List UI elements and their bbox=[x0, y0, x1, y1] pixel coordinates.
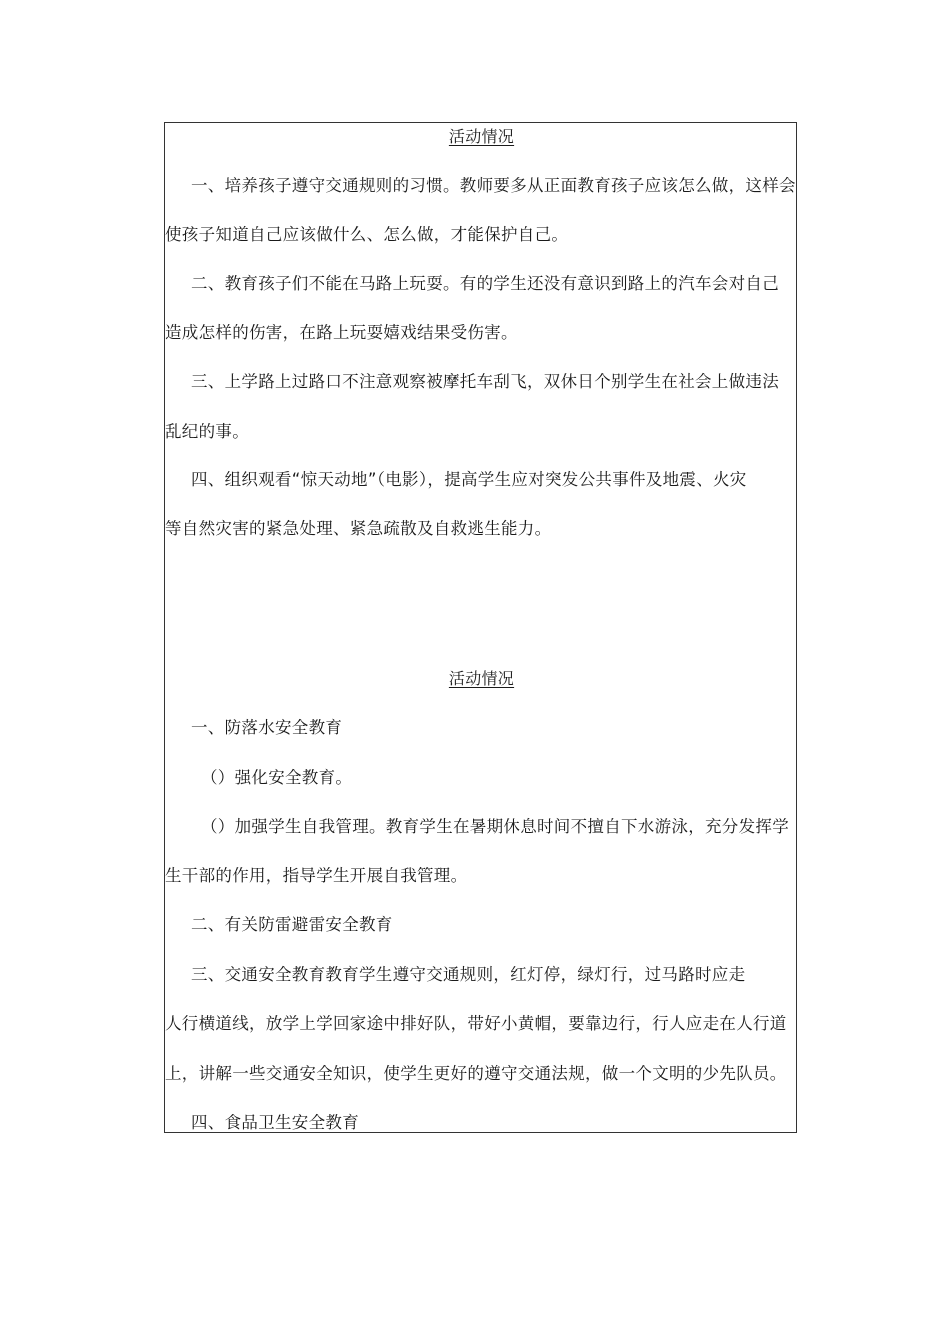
section-1-paragraph-1-line-2: 使孩子知道自己应该做什么、怎么做，才能保护自己。 bbox=[165, 225, 569, 244]
section-1-paragraph-2-line-1: 二、教育孩子们不能在马路上玩耍。有的学生还没有意识到路上的汽车会对自己 bbox=[191, 274, 779, 293]
section-2-subitem-1: （）强化安全教育。 bbox=[201, 768, 353, 787]
section-1-heading: 活动情况 bbox=[448, 127, 515, 146]
section-2-subitem-2-line-2: 生干部的作用，指导学生开展自我管理。 bbox=[165, 866, 468, 885]
section-2-subitem-2-line-1: （）加强学生自我管理。教育学生在暑期休息时间不擅自下水游泳，充分发挥学 bbox=[201, 817, 789, 836]
section-2-item-1-title: 一、防落水安全教育 bbox=[191, 718, 343, 737]
section-2-heading: 活动情况 bbox=[448, 669, 515, 688]
section-2-item-3-line-2: 人行横道线，放学上学回家途中排好队，带好小黄帽，要靠边行，行人应走在人行道 bbox=[165, 1014, 787, 1033]
section-2-item-3-line-3: 上，讲解一些交通安全知识，使学生更好的遵守交通法规，做一个文明的少先队员。 bbox=[165, 1064, 787, 1083]
section-1-paragraph-4-line-2: 等自然灾害的紧急处理、紧急疏散及自救逃生能力。 bbox=[165, 519, 552, 538]
document-table-cell bbox=[164, 122, 797, 1133]
section-2-item-2-title: 二、有关防雷避雷安全教育 bbox=[191, 915, 393, 934]
section-1-paragraph-2-line-2: 造成怎样的伤害，在路上玩耍嬉戏结果受伤害。 bbox=[165, 323, 518, 342]
section-1-paragraph-4-line-1: 四、组织观看“惊天动地”（电影），提高学生应对突发公共事件及地震、火灾 bbox=[191, 470, 747, 489]
section-1-paragraph-1-line-1: 一、培养孩子遵守交通规则的习惯。教师要多从正面教育孩子应该怎么做，这样会 bbox=[191, 176, 796, 195]
section-1-paragraph-3-line-1: 三、上学路上过路口不注意观察被摩托车刮飞，双休日个别学生在社会上做违法 bbox=[191, 372, 779, 391]
section-2-item-4-title: 四、食品卫生安全教育 bbox=[191, 1113, 359, 1132]
section-1-paragraph-3-line-2: 乱纪的事。 bbox=[165, 422, 249, 441]
section-2-item-3-line-1: 三、交通安全教育教育学生遵守交通规则，红灯停，绿灯行，过马路时应走 bbox=[191, 965, 746, 984]
